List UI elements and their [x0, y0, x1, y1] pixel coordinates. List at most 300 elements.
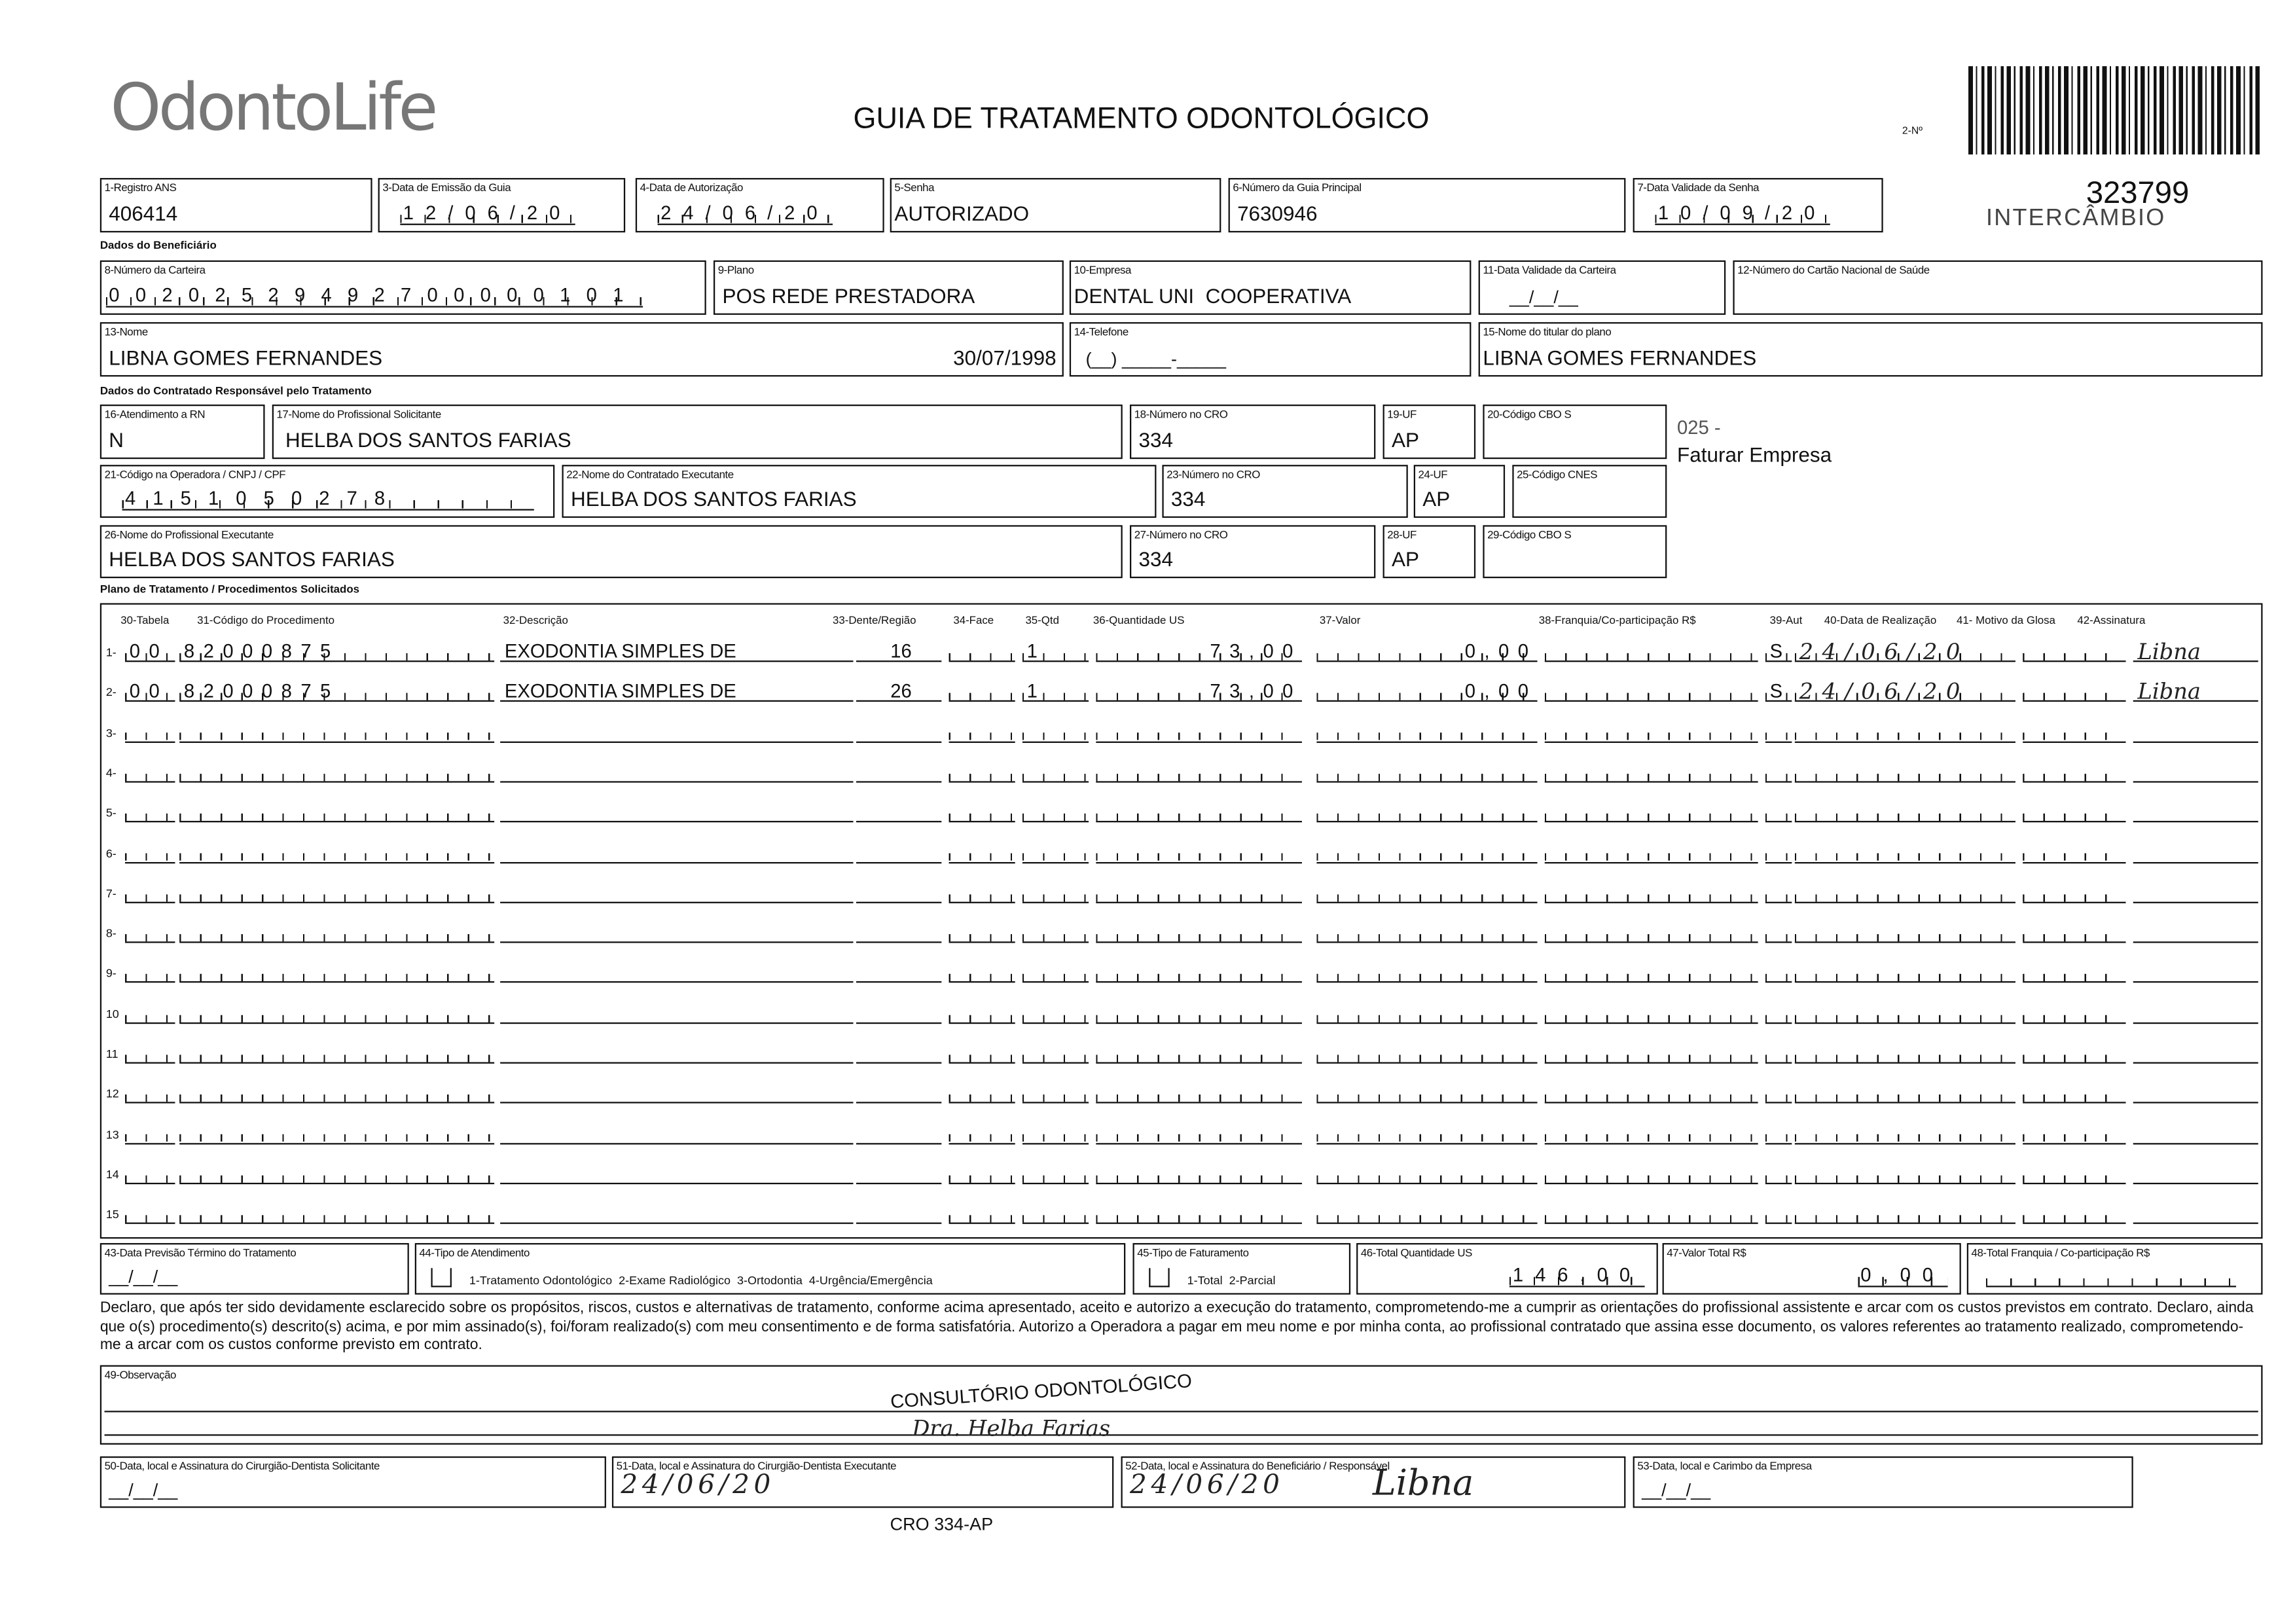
row-number: 6-	[105, 846, 117, 860]
column-header: 31-Código do Procedimento	[197, 613, 335, 627]
cell-dente[interactable]	[856, 922, 941, 943]
cell-aut[interactable]	[1765, 842, 1792, 863]
cell-valor[interactable]: 0,00	[1316, 681, 1537, 702]
field-empresa[interactable]	[1070, 261, 1472, 315]
cell-tabela[interactable]	[125, 882, 175, 903]
cell-assinatura[interactable]	[2133, 842, 2258, 863]
cell-glosa[interactable]	[2023, 762, 2125, 782]
options: 1-Total 2-Parcial	[1187, 1274, 1276, 1288]
section-beneficiario: Dados do Beneficiário	[99, 238, 217, 252]
cell-glosa[interactable]	[2023, 722, 2125, 742]
cell-codigo[interactable]: 82000875	[179, 641, 494, 662]
cell-aut[interactable]	[1765, 963, 1792, 983]
cell-dente[interactable]	[856, 1123, 941, 1144]
value: __/__/__	[1509, 287, 1578, 308]
cell-glosa[interactable]	[2023, 963, 2125, 983]
cell-glosa[interactable]	[2023, 1043, 2125, 1063]
cell-franquia[interactable]	[1545, 681, 1758, 702]
cell-tabela[interactable]	[125, 722, 175, 742]
label: 48-Total Franquia / Co-participação R$	[1971, 1246, 2150, 1259]
label: 24-UF	[1418, 467, 1448, 481]
beneficiary-signature: Libna	[1372, 1462, 1474, 1504]
cell-qtd[interactable]	[1022, 722, 1089, 742]
field-valor-total[interactable]	[1663, 1243, 1961, 1295]
cell-dente[interactable]	[856, 802, 941, 822]
cell-valor[interactable]	[1316, 1083, 1537, 1104]
cell-dente[interactable]	[856, 963, 941, 983]
cell-assinatura[interactable]: Libna	[2133, 681, 2258, 702]
cell-tabela[interactable]	[125, 842, 175, 863]
value: 24/06/20	[658, 203, 833, 225]
field-total-franquia[interactable]	[1967, 1243, 2263, 1295]
row-number: 1-	[105, 645, 117, 659]
row-number: 2-	[105, 685, 117, 700]
field-cro-18[interactable]	[1130, 405, 1375, 459]
cell-qtd[interactable]	[1022, 762, 1089, 782]
cell-qtd[interactable]	[1022, 1083, 1089, 1104]
cell-franquia[interactable]	[1545, 802, 1758, 822]
cell-dente[interactable]: 16	[856, 641, 941, 662]
cell-qtd-us[interactable]: 73,00	[1096, 681, 1302, 702]
cell-assinatura[interactable]	[2133, 722, 2258, 742]
cell-franquia[interactable]	[1545, 1003, 1758, 1023]
field-codigo-operadora[interactable]	[100, 465, 554, 518]
checkbox[interactable]	[1149, 1268, 1169, 1287]
row-number: 14	[105, 1168, 119, 1182]
cell-qtd[interactable]	[1022, 882, 1089, 903]
value: LIBNA GOMES FERNANDES	[1483, 346, 1757, 370]
cell-qtd[interactable]	[1022, 802, 1089, 822]
cell-qtd-us[interactable]	[1096, 842, 1302, 863]
field-carteira[interactable]	[100, 261, 706, 315]
cell-data[interactable]	[1795, 963, 2015, 983]
cell-assinatura[interactable]: Libna	[2133, 641, 2258, 662]
cell-tabela[interactable]	[125, 1123, 175, 1144]
cell-data[interactable]	[1795, 1003, 2015, 1023]
cell-aut[interactable]	[1765, 802, 1792, 822]
label: 18-Número no CRO	[1134, 407, 1228, 421]
cell-qtd[interactable]	[1022, 1043, 1089, 1063]
cell-assinatura[interactable]	[2133, 762, 2258, 782]
cell-franquia[interactable]	[1545, 1043, 1758, 1063]
cell-data[interactable]	[1795, 922, 2015, 943]
cell-dente[interactable]	[856, 842, 941, 863]
cell-descricao[interactable]	[500, 1043, 853, 1063]
field-validade-carteira[interactable]	[1479, 261, 1726, 315]
cell-tabela[interactable]	[125, 1163, 175, 1183]
cell-qtd-us[interactable]	[1096, 1083, 1302, 1104]
cell-descricao[interactable]	[500, 1204, 853, 1224]
cell-glosa[interactable]	[2023, 882, 2125, 903]
cell-descricao[interactable]	[500, 842, 853, 863]
label: 17-Nome do Profissional Solicitante	[276, 407, 441, 421]
cell-aut[interactable]	[1765, 1083, 1792, 1104]
cell-valor[interactable]	[1316, 1003, 1537, 1023]
cell-data[interactable]	[1795, 762, 2015, 782]
cell-glosa[interactable]	[2023, 681, 2125, 702]
label: 29-Código CBO S	[1487, 528, 1572, 542]
field-guia-principal[interactable]	[1229, 178, 1626, 232]
cell-franquia[interactable]	[1545, 1163, 1758, 1183]
cell-face[interactable]	[949, 722, 1015, 742]
field-titular[interactable]	[1479, 322, 2263, 376]
cell-qtd[interactable]	[1022, 963, 1089, 983]
cell-codigo[interactable]	[179, 1163, 494, 1183]
cell-tabela[interactable]	[125, 963, 175, 983]
field-cro-27[interactable]	[1130, 525, 1375, 578]
form-title: GUIA DE TRATAMENTO ODONTOLÓGICO	[853, 103, 1430, 135]
checkbox[interactable]	[431, 1268, 451, 1287]
cell-valor[interactable]	[1316, 1204, 1537, 1224]
cell-valor[interactable]	[1316, 922, 1537, 943]
cell-valor[interactable]	[1316, 762, 1537, 782]
cell-descricao[interactable]	[500, 722, 853, 742]
cell-codigo[interactable]	[179, 1204, 494, 1224]
column-header: 36-Quantidade US	[1093, 613, 1185, 627]
label: 25-Código CNES	[1517, 467, 1598, 481]
cell-assinatura[interactable]	[2133, 1043, 2258, 1063]
cell-face[interactable]	[949, 1204, 1015, 1224]
section-plano: Plano de Tratamento / Procedimentos Solicitados	[99, 582, 360, 596]
label: 9-Plano	[717, 263, 754, 277]
label: 6-Número da Guia Principal	[1233, 181, 1362, 194]
cell-valor[interactable]	[1316, 722, 1537, 742]
cell-dente[interactable]	[856, 1043, 941, 1063]
cell-valor[interactable]	[1316, 1163, 1537, 1183]
cell-qtd-us[interactable]	[1096, 882, 1302, 903]
field-executante[interactable]	[562, 465, 1157, 518]
value: POS REDE PRESTADORA	[722, 283, 975, 308]
cell-face[interactable]	[949, 681, 1015, 702]
cell-codigo[interactable]	[179, 963, 494, 983]
row-number: 9-	[105, 967, 117, 981]
cell-aut[interactable]: S	[1765, 681, 1792, 702]
cell-data[interactable]	[1795, 802, 2015, 822]
field-validade-senha[interactable]	[1633, 178, 1883, 232]
cell-franquia[interactable]	[1545, 882, 1758, 903]
value: LIBNA GOMES FERNANDES	[109, 346, 383, 370]
cell-glosa[interactable]	[2023, 641, 2125, 662]
cell-qtd-us[interactable]	[1096, 922, 1302, 943]
cell-data[interactable]	[1795, 842, 2015, 863]
cell-franquia[interactable]	[1545, 641, 1758, 662]
field-senha[interactable]	[890, 178, 1221, 232]
cell-assinatura[interactable]	[2133, 802, 2258, 822]
cell-face[interactable]	[949, 1003, 1015, 1023]
cell-data[interactable]	[1795, 1204, 2015, 1224]
cell-descricao[interactable]	[500, 882, 853, 903]
cell-data[interactable]: 24/06/20	[1795, 681, 2015, 702]
cell-descricao[interactable]	[500, 762, 853, 782]
value: AP	[1392, 427, 1420, 452]
field-cnes[interactable]	[1512, 465, 1667, 518]
cell-aut[interactable]	[1765, 722, 1792, 742]
cell-codigo[interactable]	[179, 762, 494, 782]
cell-descricao[interactable]: EXODONTIA SIMPLES DE	[500, 641, 853, 662]
value: DENTAL UNI COOPERATIVA	[1074, 283, 1352, 308]
cell-glosa[interactable]	[2023, 1163, 2125, 1183]
cell-qtd-us[interactable]	[1096, 762, 1302, 782]
cell-aut[interactable]	[1765, 762, 1792, 782]
field-data-autorizacao[interactable]	[636, 178, 884, 232]
cell-qtd-us[interactable]	[1096, 1003, 1302, 1023]
cell-qtd-us[interactable]	[1096, 802, 1302, 822]
cell-data[interactable]	[1795, 882, 2015, 903]
cell-valor[interactable]	[1316, 842, 1537, 863]
cell-franquia[interactable]	[1545, 963, 1758, 983]
cell-aut[interactable]	[1765, 1163, 1792, 1183]
field-cns[interactable]	[1733, 261, 2262, 315]
cell-assinatura[interactable]	[2133, 1123, 2258, 1144]
intercambio-label: INTERCÂMBIO	[1985, 206, 2166, 231]
value: 334	[1138, 427, 1173, 452]
cell-codigo[interactable]	[179, 722, 494, 742]
column-header: 32-Descrição	[503, 613, 568, 627]
label: 14-Telefone	[1074, 325, 1129, 338]
cell-descricao[interactable]	[500, 922, 853, 943]
cell-qtd-us[interactable]	[1096, 722, 1302, 742]
value: 24/06/20	[621, 1470, 776, 1501]
cell-qtd[interactable]: 1	[1022, 681, 1089, 702]
cell-descricao[interactable]	[500, 1123, 853, 1144]
cell-dente[interactable]	[856, 722, 941, 742]
cell-codigo[interactable]: 82000875	[179, 681, 494, 702]
cell-dente[interactable]	[856, 1204, 941, 1224]
label: 44-Tipo de Atendimento	[419, 1246, 530, 1259]
cell-glosa[interactable]	[2023, 842, 2125, 863]
cell-dente[interactable]: 26	[856, 681, 941, 702]
value: 7630946	[1237, 201, 1318, 225]
cell-glosa[interactable]	[2023, 1204, 2125, 1224]
cell-qtd-us[interactable]	[1096, 963, 1302, 983]
cell-dente[interactable]	[856, 1163, 941, 1183]
field-solicitante[interactable]	[272, 405, 1123, 459]
field-assinatura-beneficiario[interactable]	[1121, 1456, 1626, 1508]
cell-glosa[interactable]	[2023, 1083, 2125, 1104]
cell-face[interactable]	[949, 1083, 1015, 1104]
cell-face[interactable]	[949, 1123, 1015, 1144]
cell-assinatura[interactable]	[2133, 1163, 2258, 1183]
cell-valor[interactable]	[1316, 1043, 1537, 1063]
cell-valor[interactable]	[1316, 963, 1537, 983]
cell-tabela[interactable]	[125, 922, 175, 943]
cell-assinatura[interactable]	[2133, 882, 2258, 903]
value: HELBA DOS SANTOS FARIAS	[285, 427, 571, 452]
cell-aut[interactable]	[1765, 1003, 1792, 1023]
row-number: 5-	[105, 806, 117, 820]
label: 19-UF	[1387, 407, 1417, 421]
cell-face[interactable]	[949, 641, 1015, 662]
cell-assinatura[interactable]	[2133, 1083, 2258, 1104]
cell-qtd-us[interactable]	[1096, 1204, 1302, 1224]
label: 7-Data Validade da Senha	[1637, 181, 1760, 194]
cell-data[interactable]	[1795, 1123, 2015, 1144]
column-header: 35-Qtd	[1025, 613, 1059, 627]
cell-franquia[interactable]	[1545, 842, 1758, 863]
label: 23-Número no CRO	[1166, 467, 1260, 481]
cell-face[interactable]	[949, 882, 1015, 903]
cell-descricao[interactable]	[500, 963, 853, 983]
cell-codigo[interactable]	[179, 1003, 494, 1023]
cell-glosa[interactable]	[2023, 1123, 2125, 1144]
cell-qtd-us[interactable]	[1096, 1163, 1302, 1183]
field-uf-19[interactable]	[1383, 405, 1476, 459]
cell-aut[interactable]	[1765, 922, 1792, 943]
cell-face[interactable]	[949, 1163, 1015, 1183]
field-registro-ans[interactable]	[100, 178, 372, 232]
field-profissional-executante[interactable]	[100, 525, 1123, 578]
row-number: 4-	[105, 766, 117, 780]
field-tipo-faturamento[interactable]	[1132, 1243, 1350, 1295]
cell-codigo[interactable]	[179, 1043, 494, 1063]
cell-codigo[interactable]	[179, 922, 494, 943]
cell-valor[interactable]: 0,00	[1316, 641, 1537, 662]
cell-face[interactable]	[949, 1043, 1015, 1063]
row-number: 3-	[105, 726, 117, 740]
cell-descricao[interactable]: EXODONTIA SIMPLES DE	[500, 681, 853, 702]
field-cbo-20[interactable]	[1483, 405, 1667, 459]
field-data-emissao[interactable]	[378, 178, 626, 232]
cell-glosa[interactable]	[2023, 802, 2125, 822]
cell-franquia[interactable]	[1545, 722, 1758, 742]
cell-assinatura[interactable]	[2133, 963, 2258, 983]
cell-franquia[interactable]	[1545, 922, 1758, 943]
cell-tabela[interactable]	[125, 802, 175, 822]
field-uf-24[interactable]	[1414, 465, 1505, 518]
cell-descricao[interactable]	[500, 1083, 853, 1104]
cell-qtd[interactable]: 1	[1022, 641, 1089, 662]
label: 12-Número do Cartão Nacional de Saúde	[1737, 263, 1930, 277]
cell-franquia[interactable]	[1545, 762, 1758, 782]
field-cro-23[interactable]	[1162, 465, 1407, 518]
label: 28-UF	[1387, 528, 1417, 542]
field-assinatura-solicitante[interactable]	[100, 1456, 606, 1508]
cell-tabela[interactable]	[125, 1043, 175, 1063]
cell-codigo[interactable]	[179, 802, 494, 822]
cell-descricao[interactable]	[500, 1003, 853, 1023]
row-number: 7-	[105, 886, 117, 900]
column-header: 38-Franquia/Co-participação R$	[1538, 613, 1696, 627]
cell-codigo[interactable]	[179, 882, 494, 903]
column-header: 30-Tabela	[120, 613, 170, 627]
value: __/__/__	[1642, 1479, 1711, 1501]
cell-franquia[interactable]	[1545, 1083, 1758, 1104]
field-total-us[interactable]	[1356, 1243, 1658, 1295]
cell-tabela[interactable]	[125, 1204, 175, 1224]
row-number: 12	[105, 1087, 119, 1101]
cell-tabela[interactable]	[125, 1083, 175, 1104]
field-cbo-29[interactable]	[1483, 525, 1667, 578]
cell-valor[interactable]	[1316, 802, 1537, 822]
cell-dente[interactable]	[856, 762, 941, 782]
cell-aut[interactable]: S	[1765, 641, 1792, 662]
cell-data[interactable]: 24/06/20	[1795, 641, 2015, 662]
field-previsao[interactable]	[100, 1243, 409, 1295]
cell-aut[interactable]	[1765, 882, 1792, 903]
cell-qtd-us[interactable]	[1096, 1123, 1302, 1144]
options: 1-Tratamento Odontológico 2-Exame Radiológico 3-Ortodontia 4-Urgência/Emergência	[469, 1274, 933, 1288]
cell-tabela[interactable]	[125, 1003, 175, 1023]
field-carimbo-empresa[interactable]	[1633, 1456, 2133, 1508]
cell-valor[interactable]	[1316, 882, 1537, 903]
cell-data[interactable]	[1795, 1163, 2015, 1183]
value: 12/06/20	[400, 203, 575, 225]
column-header: 42-Assinatura	[2077, 613, 2146, 627]
cell-dente[interactable]	[856, 1083, 941, 1104]
cell-codigo[interactable]	[179, 842, 494, 863]
cell-face[interactable]	[949, 922, 1015, 943]
cell-valor[interactable]	[1316, 1123, 1537, 1144]
field-rn[interactable]	[100, 405, 265, 459]
cell-tabela[interactable]	[125, 762, 175, 782]
cell-assinatura[interactable]	[2133, 922, 2258, 943]
cell-qtd[interactable]	[1022, 1123, 1089, 1144]
cell-assinatura[interactable]	[2133, 1204, 2258, 1224]
cell-franquia[interactable]	[1545, 1204, 1758, 1224]
cell-assinatura[interactable]	[2133, 1003, 2258, 1023]
cell-data[interactable]	[1795, 722, 2015, 742]
cell-data[interactable]	[1795, 1083, 2015, 1104]
cell-data[interactable]	[1795, 1043, 2015, 1063]
cell-dente[interactable]	[856, 882, 941, 903]
cell-face[interactable]	[949, 762, 1015, 782]
cell-codigo[interactable]	[179, 1083, 494, 1104]
cell-aut[interactable]	[1765, 1204, 1792, 1224]
field-plano[interactable]	[714, 261, 1064, 315]
cell-franquia[interactable]	[1545, 1123, 1758, 1144]
label: 13-Nome	[104, 325, 148, 338]
birth-date: 30/07/1998	[953, 346, 1057, 370]
line	[105, 1434, 2258, 1435]
value: 406414	[109, 201, 178, 225]
field-tipo-atendimento[interactable]	[415, 1243, 1125, 1295]
cell-dente[interactable]	[856, 1003, 941, 1023]
cell-aut[interactable]	[1765, 1123, 1792, 1144]
cell-qtd[interactable]	[1022, 922, 1089, 943]
cell-face[interactable]	[949, 963, 1015, 983]
field-uf-28[interactable]	[1383, 525, 1476, 578]
cell-qtd[interactable]	[1022, 1003, 1089, 1023]
value: 0,00	[1858, 1265, 1948, 1288]
value: __/__/__	[109, 1479, 178, 1501]
cell-qtd[interactable]	[1022, 1163, 1089, 1183]
field-nome[interactable]	[100, 322, 1064, 376]
cell-glosa[interactable]	[2023, 1003, 2125, 1023]
cell-qtd[interactable]	[1022, 842, 1089, 863]
value: 334	[1170, 486, 1206, 511]
cell-tabela[interactable]: 00	[125, 681, 175, 702]
label: 53-Data, local e Carimbo da Empresa	[1637, 1459, 1812, 1473]
label: 16-Atendimento a RN	[104, 407, 206, 421]
cell-face[interactable]	[949, 802, 1015, 822]
cell-qtd-us[interactable]: 73,00	[1096, 641, 1302, 662]
cell-face[interactable]	[949, 842, 1015, 863]
cell-descricao[interactable]	[500, 1163, 853, 1183]
value: 00202529492700000101	[106, 285, 642, 308]
number-label: 2-Nº	[1902, 126, 1923, 137]
cell-aut[interactable]	[1765, 1043, 1792, 1063]
field-telefone[interactable]	[1070, 322, 1472, 376]
cell-glosa[interactable]	[2023, 922, 2125, 943]
column-header: 33-Dente/Região	[833, 613, 916, 627]
cell-tabela[interactable]: 00	[125, 641, 175, 662]
cell-codigo[interactable]	[179, 1123, 494, 1144]
row-number: 8-	[105, 927, 117, 941]
cell-qtd[interactable]	[1022, 1204, 1089, 1224]
cell-descricao[interactable]	[500, 802, 853, 822]
value: AP	[1422, 486, 1451, 511]
cell-qtd-us[interactable]	[1096, 1043, 1302, 1063]
